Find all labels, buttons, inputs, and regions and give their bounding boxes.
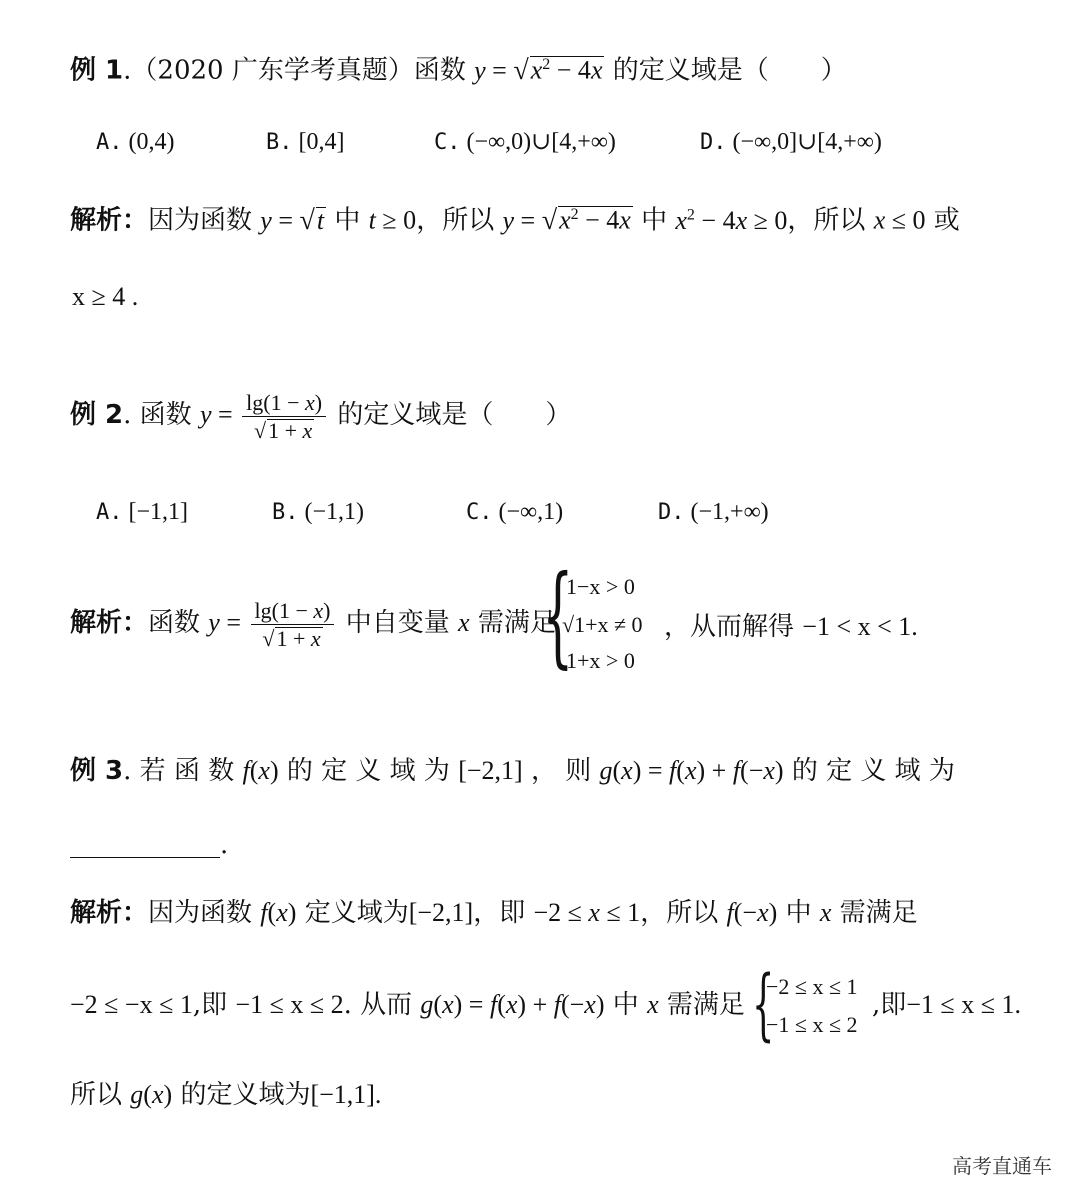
watermark: 高考直通车 [952,1154,1052,1178]
ex1-stem-prefix: .（2020 广东学考真题）函数 [123,55,466,86]
ex1-solution-label: 解析： [70,205,149,236]
ex2-label: 例 2 [70,399,124,430]
ex2-system-row-2: √1+x ≠ 0 [562,612,643,637]
ex3-label: 例 3 [70,756,124,786]
ex2-solution-label: 解析： [70,607,149,638]
ex1-question [70,56,847,85]
ex2-system-row-3: 1+x > 0 [566,648,635,673]
ex2-formula: y = $\frac{\lg(1 - x)}{√1 + x}$ [200,400,329,429]
ex3-system-brace: { [752,960,775,1050]
ex1-option-b: B. [0,4] [266,129,345,155]
ex2-system-brace: { [542,551,574,679]
ex2-question: 例 2. 函数 y = $\frac{\lg(1 - x)}{√1 + x}$ 的定义域是（ ） [70,390,572,443]
ex1-option-d: D. (−∞,0]∪[4,+∞) [700,129,882,155]
ex1-formula: $y = √x^2 - 4x$ [474,54,603,86]
ex1-label: 例 1 [70,55,124,86]
ex1-solution-end: x ≥ 4 . [72,282,139,311]
ex3-solution-line2: −2 ≤ −x ≤ 1,即 −1 ≤ x ≤ 2. 从而 g(x) = f(x) + f(−x) 中 x 需满足 [70,990,745,1020]
ex3-conclusion: 所以 g(x) 的定义域为[−1,1]. [70,1080,382,1110]
ex2-system-row-1: 1−x > 0 [566,574,635,599]
ex2-option-b: B. (−1,1) [272,499,365,525]
ex2-option-c: C. (−∞,1) [466,499,564,525]
ex3-system-row-2: −1 ≤ x ≤ 2 [766,1012,858,1037]
ex1-stem-suffix: 的定义域是（ ） [612,55,847,86]
ex3-solution-label: 解析： [70,898,149,928]
ex2-solution: 解析：函数 y = $\frac{\lg(1 - x)}{√1 + x}$ 中自变量 x 需满足 [70,598,556,651]
ex3-system-row-1: −2 ≤ x ≤ 1 [766,974,858,999]
ex1-option-a: A. (0,4) [96,129,175,155]
ex1-solution: 解析：因为函数 y = √t 中 t ≥ 0，所以 $y = √x^2 - 4x$ 中 $x^2 - 4x \ge 0$，所以 x ≤ 0 或 [70,204,960,236]
ex1-option-c: C. (−∞,0)∪[4,+∞) [434,129,616,155]
ex3-solution: 解析：因为函数 f(x) 定义域为[−2,1]，即 −2 ≤ x ≤ 1，所以 f(−x) 中 x 需满足 [70,898,918,928]
ex3-question: 例 3. 若 函 数 f(x) 的 定 义 域 为 [−2,1] ， 则 g(x) = f(x) + f(−x) 的 定 义 域 为 [70,756,955,786]
ex2-option-a: A. [−1,1] [96,499,189,525]
ex3-answer-blank: . [70,832,228,858]
ex2-option-d: D. (−1,+∞) [658,499,769,525]
